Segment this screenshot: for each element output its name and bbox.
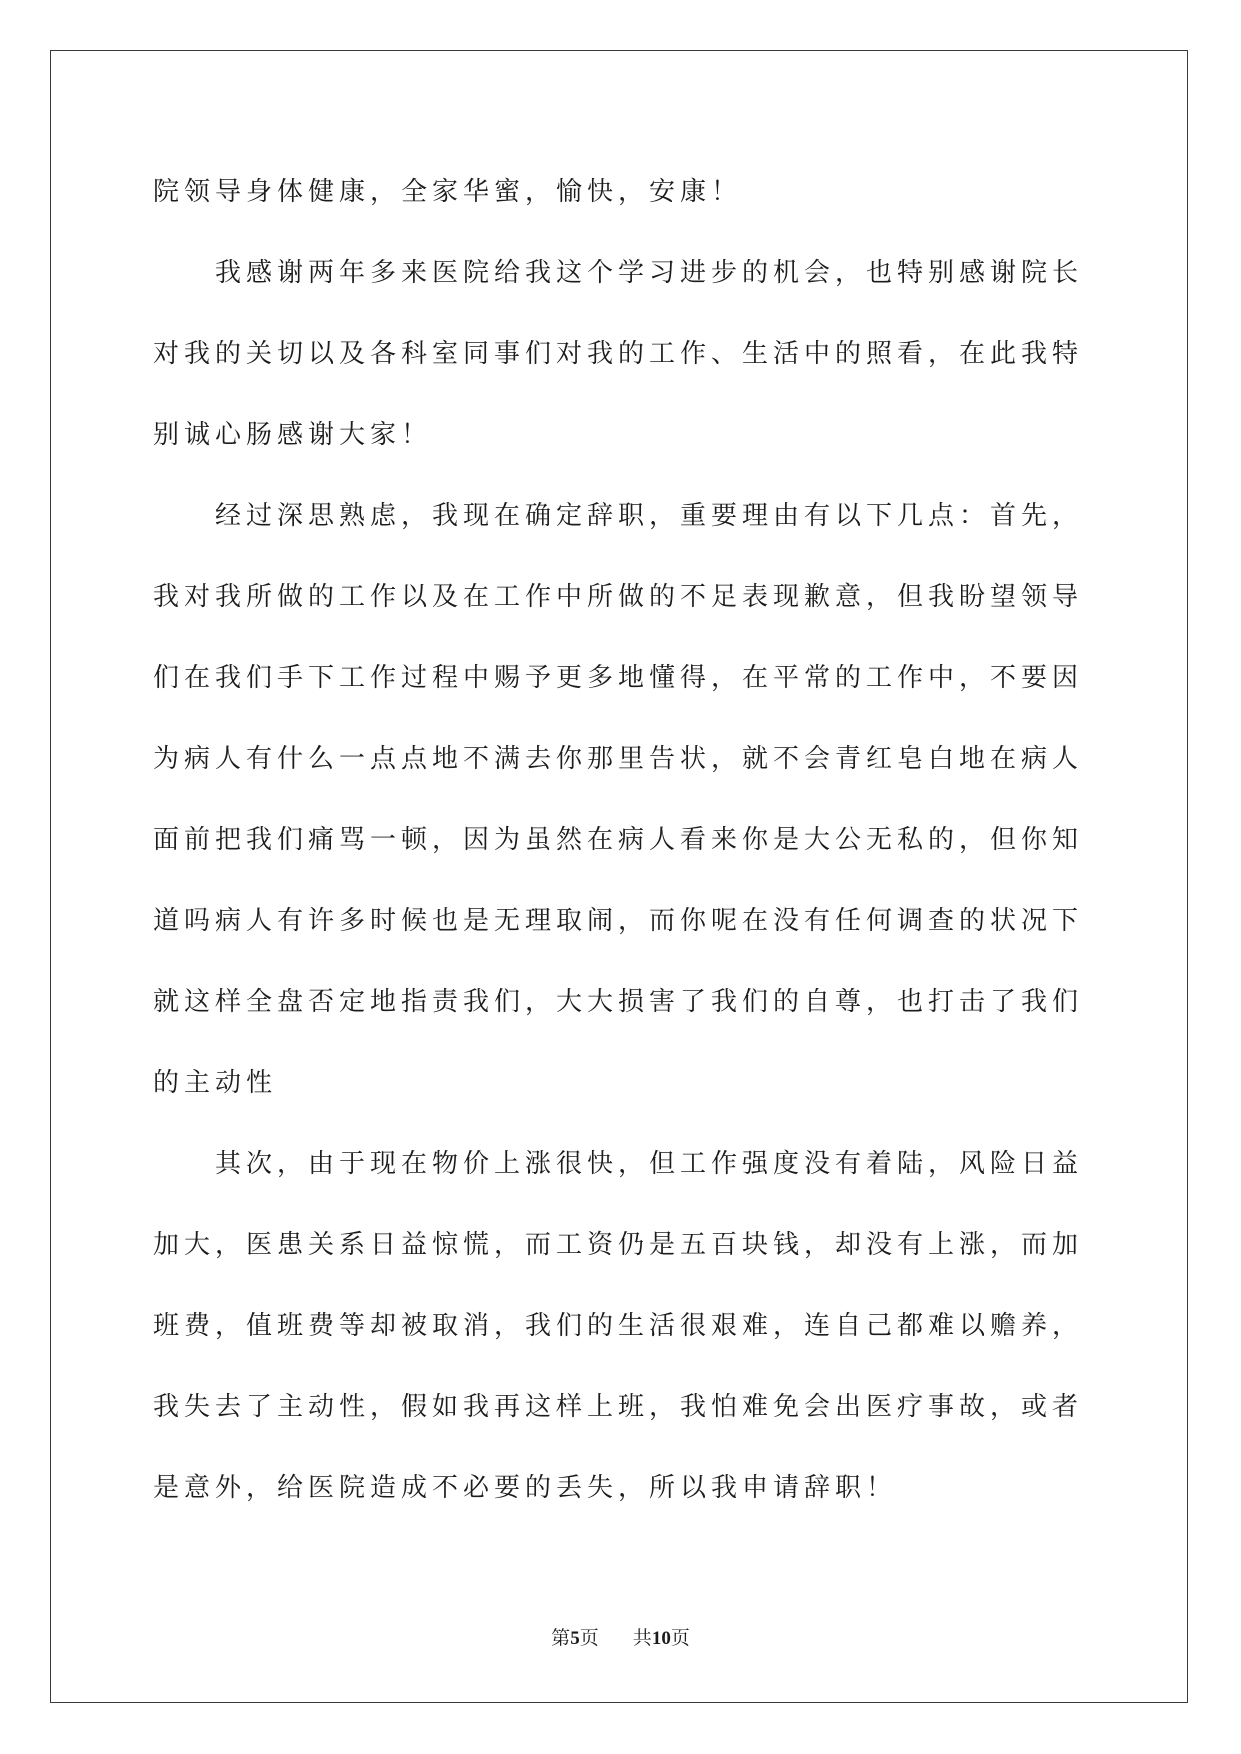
paragraph [153,152,1103,233]
page-footer [0,1626,1241,1651]
page-prefix: 第 [551,1627,571,1649]
body-line: 对我的关切以及各科室同事们对我的工作、生活中的照看，在此我特 [153,339,1084,369]
body-line: 院领导身体健康，全家华蜜，愉快，安康！ [153,177,743,207]
body-line: 加大，医患关系日益惊慌，而工资仍是五百块钱，却没有上涨，而加 [153,1230,1084,1260]
body-line: 我感谢两年多来医院给我这个学习进步的机会，也特别感谢院长 [215,258,1084,288]
body-line: 别诚心肠感谢大家！ [153,420,433,450]
total-pages-indicator [633,1627,690,1649]
body-line: 就这样全盘否定地指责我们，大大损害了我们的自尊，也打击了我们 [153,987,1084,1017]
paragraph [153,1124,1103,1529]
body-line: 面前把我们痛骂一顿，因为虽然在病人看来你是大公无私的，但你知 [153,825,1084,855]
total-suffix: 页 [670,1627,690,1649]
paragraph [153,476,1103,1124]
body-line: 我失去了主动性，假如我再这样上班，我怕难免会出医疗事故，或者 [153,1392,1084,1422]
body-line: 其次，由于现在物价上涨很快，但工作强度没有着陆，风险日益 [215,1149,1084,1179]
body-line: 班费，值班费等却被取消，我们的生活很艰难，连自己都难以赡养， [153,1311,1084,1341]
page-indicator [551,1627,605,1649]
total-prefix: 共 [632,1627,652,1649]
body-line: 道吗病人有许多时候也是无理取闹，而你呢在没有任何调查的状况下 [153,906,1084,936]
page-suffix: 页 [579,1627,599,1649]
body-line: 经过深思熟虑，我现在确定辞职，重要理由有以下几点：首先， [215,501,1084,531]
total-pages: 10 [651,1628,671,1649]
body-line: 的主动性 [153,1068,278,1098]
page-number: 5 [570,1628,580,1649]
paragraph [153,233,1103,476]
body-line: 我对我所做的工作以及在工作中所做的不足表现歉意，但我盼望领导 [153,582,1084,612]
body-line: 是意外，给医院造成不必要的丢失，所以我申请辞职！ [153,1473,898,1503]
body-line: 为病人有什么一点点地不满去你那里告状，就不会青红皂白地在病人 [153,744,1084,774]
document-body [153,152,1103,1529]
body-line: 们在我们手下工作过程中赐予更多地懂得，在平常的工作中，不要因 [153,663,1084,693]
